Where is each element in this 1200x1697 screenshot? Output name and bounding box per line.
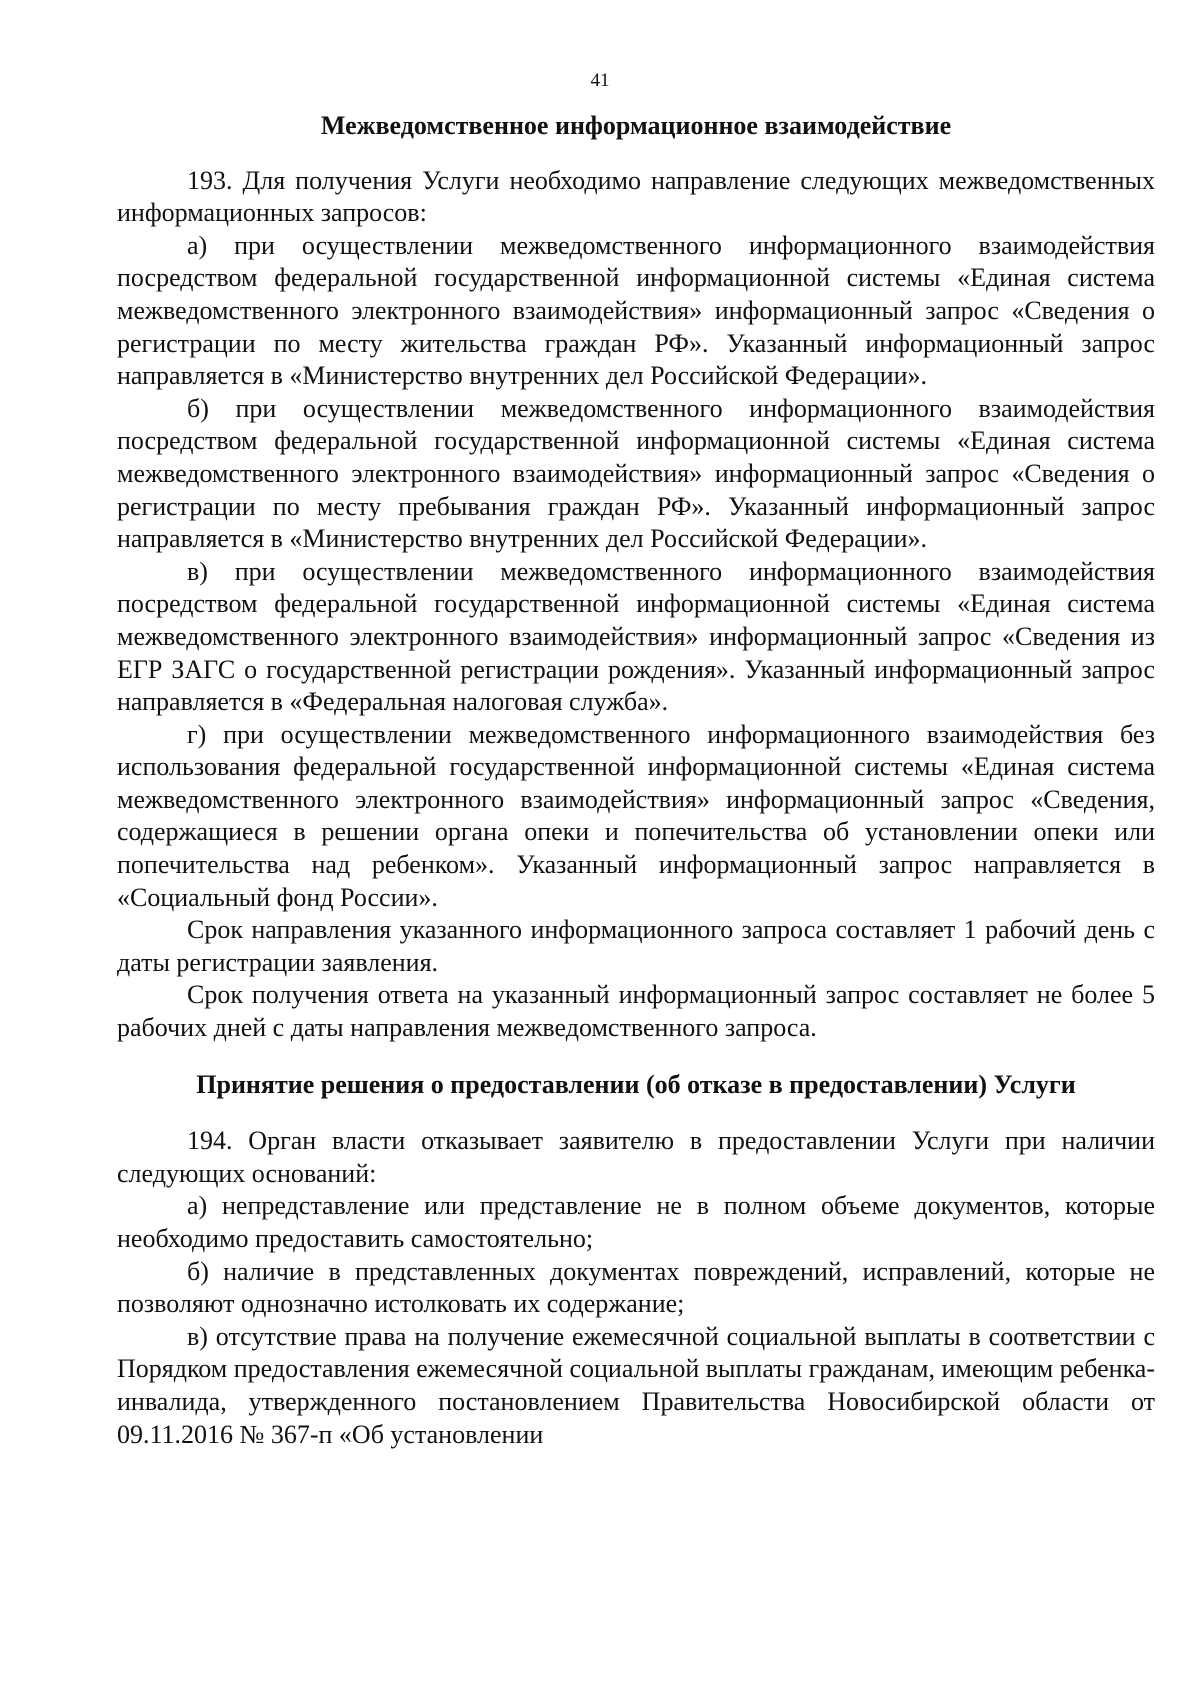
page-number: 41 [590,70,610,91]
paragraph-response-deadline: Срок получения ответа на указанный информационный запрос составляет не более 5 рабочих дней с даты направления межведомственного запроса. [117,980,1155,1043]
paragraph-194-v: в) отсутствие права на получение ежемесячной социальной выплаты в соответствии с Порядком предоставления ежемесячной социальной выплаты гражданам, имеющим ребенка-инвалида, утвержденного постановлением Правительства Новосибирской области от 09.11.2016 № 367-п «Об установлении [117,1321,1155,1449]
document-body [117,110,1155,1451]
paragraph-193-b: б) при осуществлении межведомственного информационного взаимодействия посредством федеральной государственной информационной системы «Единая система межведомственного электронного взаимодействия» информационный запрос «Сведения о регистрации по месту пребывания граждан РФ». Указанный информационный запрос направляется в «Министерство внутренних дел Российской Федерации». [117,393,1155,554]
paragraph-194-a: а) непредставление или представление не в полном объеме документов, которые необходимо предоставить самостоятельно; [117,1191,1155,1253]
section-heading-decision: Принятие решения о предоставлении (об отказе в предоставлении) Услуги [196,1069,1076,1099]
paragraph-194-b: б) наличие в представленных документах повреждений, исправлений, которые не позволяют однозначно истолковать их содержание; [117,1256,1155,1319]
paragraph-193: 193. Для получения Услуги необходимо направление следующих межведомственных информационных запросов: [117,165,1155,228]
paragraph-194: 194. Орган власти отказывает заявителю в предоставлении Услуги при наличии следующих оснований: [117,1126,1155,1188]
paragraph-193-a: а) при осуществлении межведомственного информационного взаимодействия посредством федеральной государственной информационной системы «Единая система межведомственного электронного взаимодействия» информационный запрос «Сведения о регистрации по месту жительства граждан РФ». Указанный информационный запрос направляется в «Министерство внутренних дел Российской Федерации». [117,230,1155,391]
paragraph-193-g: г) при осуществлении межведомственного информационного взаимодействия без использования федеральной государственной информационной системы «Единая система межведомственного электронного взаимодействия» информационный запрос «Сведения, содержащиеся в решении органа опеки и попечительства об установлении опеки или попечительства над ребенком». Указанный информационный запрос направляется в «Социальный фонд России». [117,719,1155,912]
paragraph-request-deadline: Срок направления указанного информационного запроса составляет 1 рабочий день с даты регистрации заявления. [117,915,1155,977]
paragraph-193-v: в) при осуществлении межведомственного информационного взаимодействия посредством федеральной государственной информационной системы «Единая система межведомственного электронного взаимодействия» информационный запрос «Сведения из ЕГР ЗАГС о государственной регистрации рождения». Указанный информационный запрос направляется в «Федеральная налоговая служба». [117,556,1155,717]
section-heading-interagency: Межведомственное информационное взаимодействие [320,111,952,140]
